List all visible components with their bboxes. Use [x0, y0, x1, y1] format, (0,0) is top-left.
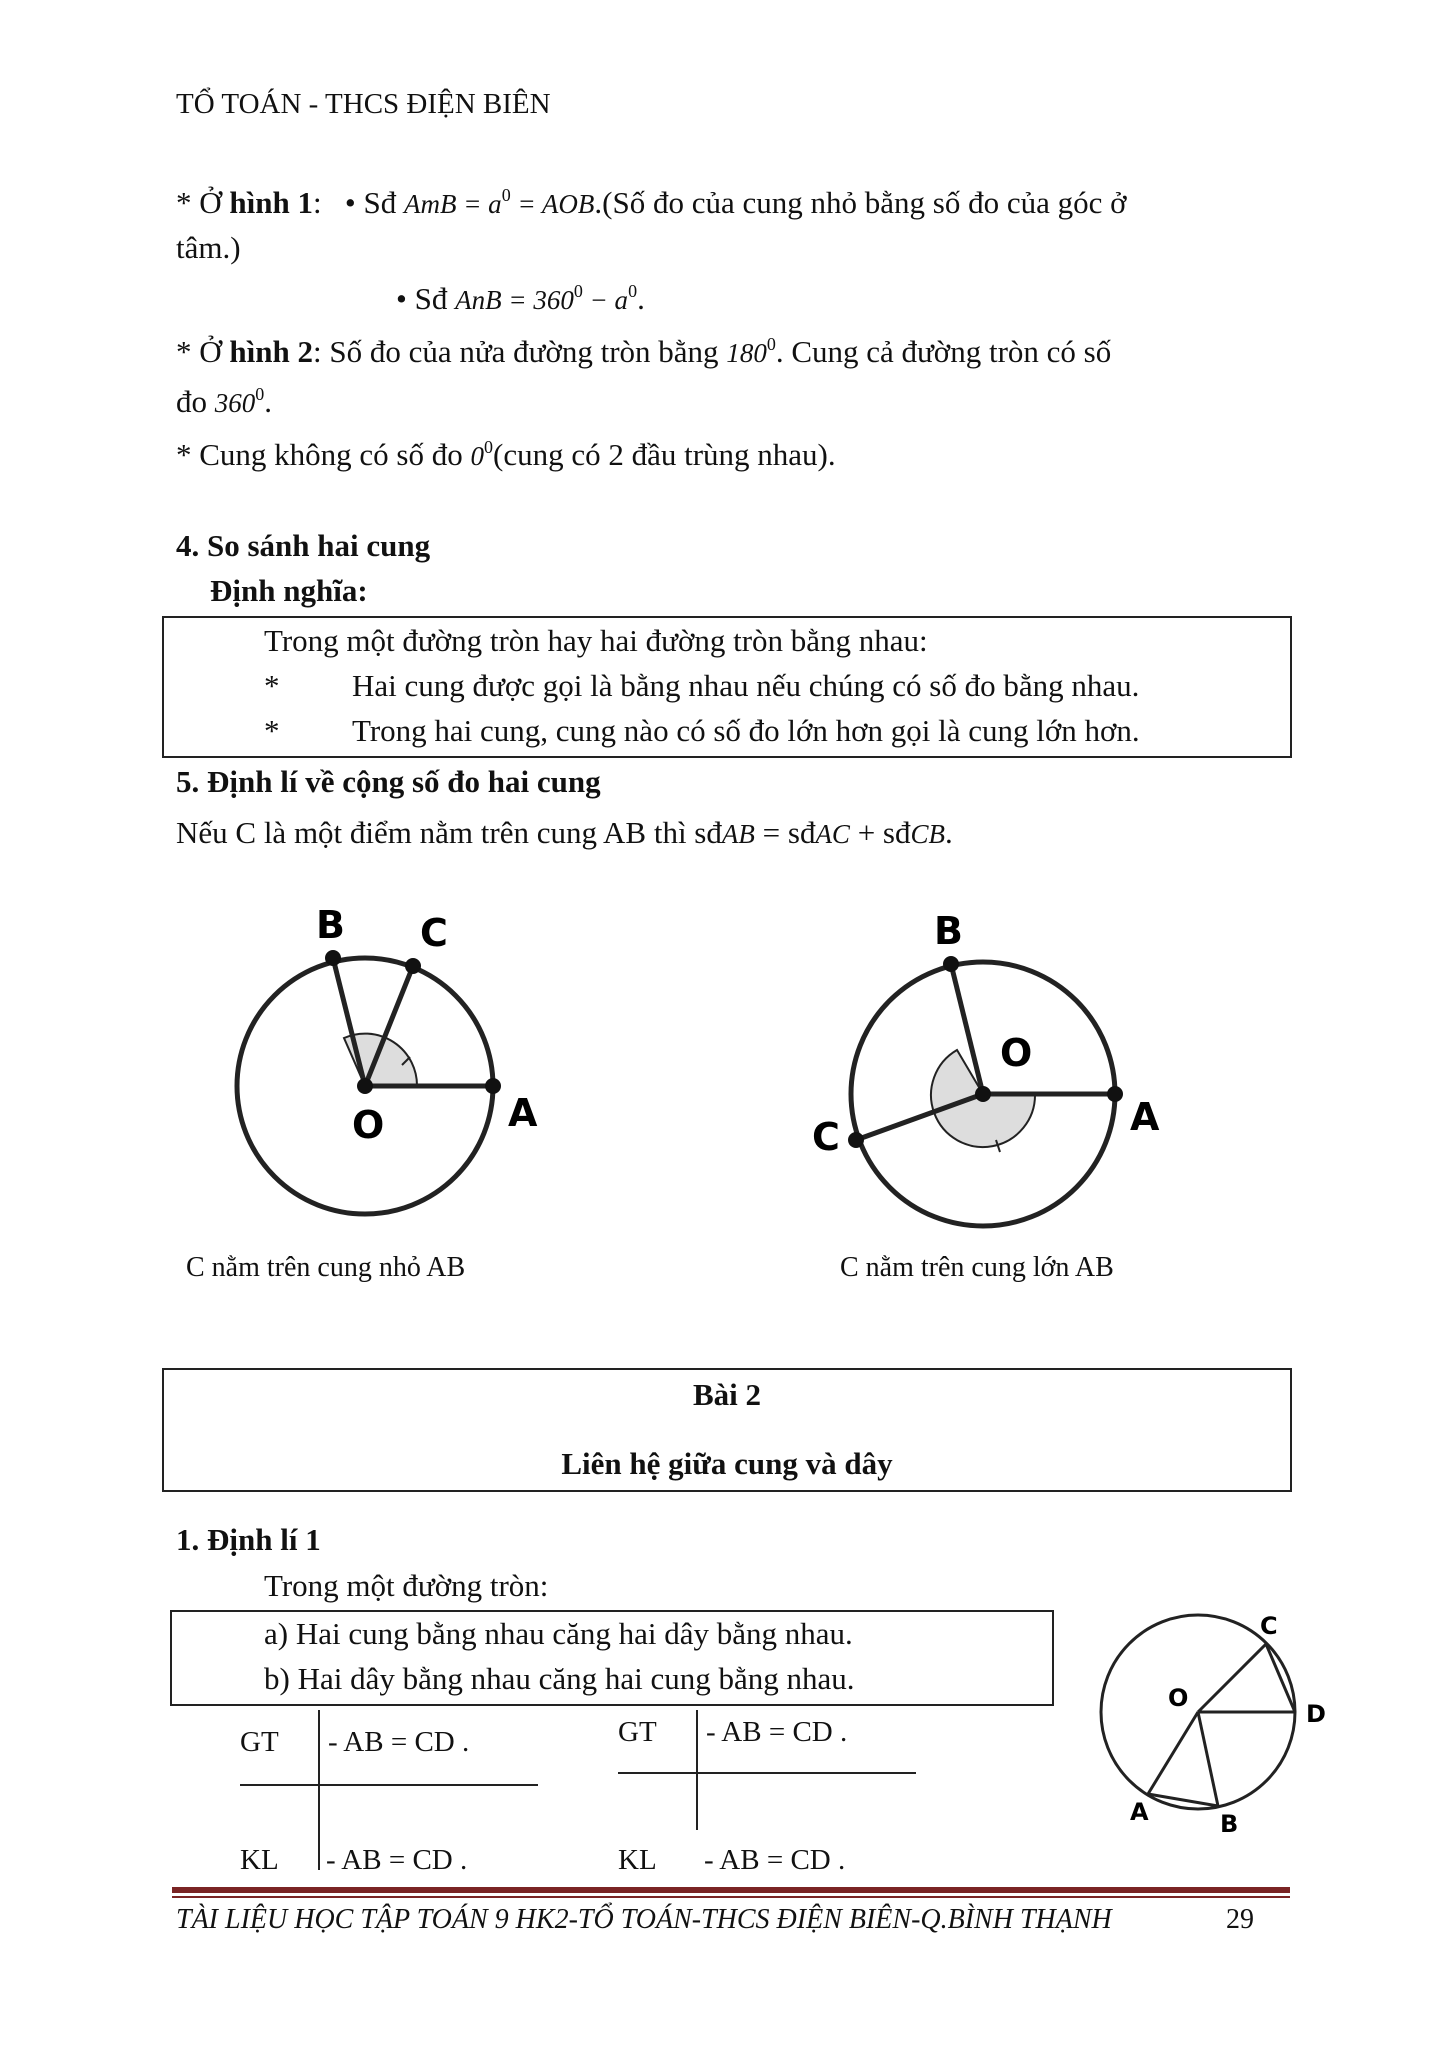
table2-horizontal-rule [618, 1772, 916, 1774]
figure3-radius-OC [1198, 1644, 1266, 1712]
figure2-point-A [1107, 1086, 1123, 1102]
figure1-point-A [485, 1078, 501, 1094]
lesson-subtitle: Liên hệ giữa cung và dây [561, 1446, 893, 1481]
figure2-measure-line: * Ở hình 2: Số đo của nửa đường tròn bằng $180^0$. Cung cả đường tròn có số [176, 334, 1112, 369]
figure3-label-B: B [1220, 1810, 1239, 1838]
theorem1-heading: 1. Định lí 1 [176, 1522, 321, 1557]
section4-heading: 4. So sánh hai cung [176, 528, 431, 563]
theorem1-part-b: b) Hai dây bằng nhau căng hai cung bằng nhau. [264, 1661, 855, 1696]
figure2-major-arc-diagram [790, 890, 1170, 1230]
figure1-label-B: B [316, 903, 345, 947]
table1-gt-value: - AB = CD . [328, 1726, 470, 1758]
figure3-label-D: D [1306, 1700, 1326, 1728]
theorem1-part-a: a) Hai cung bằng nhau căng hai dây bằng nhau. [264, 1616, 853, 1651]
theorem1-intro: Trong một đường tròn: [264, 1568, 549, 1603]
table1-gt-label: GT [240, 1726, 279, 1758]
figure2-label-A: A [1130, 1095, 1160, 1139]
figure1-measure-line-cont: tâm.) [176, 230, 241, 265]
page-header: TỔ TOÁN - THCS ĐIỆN BIÊN [176, 88, 551, 120]
table2-kl-label: KL [618, 1844, 657, 1876]
definition-intro: Trong một đường tròn hay hai đường tròn bằng nhau: [264, 623, 928, 658]
definition-equal-arcs: Hai cung được gọi là bằng nhau nếu chúng có số đo bằng nhau. [352, 668, 1140, 703]
figure1-point-O [357, 1078, 373, 1094]
table1-horizontal-rule [240, 1784, 538, 1786]
figure1-label-C: C [420, 911, 448, 955]
figure3-chord-diagram [1080, 1594, 1350, 1844]
lesson-number: Bài 2 [692, 1377, 762, 1412]
figure1-label-O: O [352, 1103, 385, 1147]
table1-vertical-rule [318, 1710, 320, 1870]
figure1-point-B [325, 950, 341, 966]
figure3-label-C: C [1260, 1612, 1278, 1640]
figure3-label-O: O [1168, 1684, 1189, 1712]
table2-kl-value: - AB = CD . [704, 1844, 846, 1876]
arc-addition-statement: Nếu C là một điểm nằm trên cung AB thì sđAB = sđAC + sđCB. [176, 815, 953, 850]
major-arc-measure-line: • Sđ AnB = $360^0 - a^0$. [396, 281, 645, 316]
figure1-minor-arc-diagram [220, 890, 540, 1230]
figure2-point-O [975, 1086, 991, 1102]
footer-rule-thin [172, 1896, 1290, 1898]
figure2-label-B: B [934, 909, 963, 953]
table2-gt-value: - AB = CD . [706, 1716, 848, 1748]
figure3-radius-OA [1148, 1712, 1198, 1794]
definition-label: Định nghĩa: [210, 573, 368, 608]
definition-bullet-star: * [264, 668, 280, 703]
footer-rule-thick [172, 1887, 1290, 1893]
zero-arc-line: * Cung không có số đo $0^0(cung$ có 2 đầu trùng nhau). [176, 437, 836, 472]
table1-kl-value: - AB = CD . [326, 1844, 468, 1876]
table2-vertical-rule [696, 1710, 698, 1830]
table2-gt-label: GT [618, 1716, 657, 1748]
figure1-point-C [405, 958, 421, 974]
figure1-measure-line: * Ở hình 1: • Sđ AmB = $a^0$ = AOB.(Số đo của cung nhỏ bằng số đo của góc ở [176, 185, 1127, 220]
footer-text: TÀI LIỆU HỌC TẬP TOÁN 9 HK2-TỔ TOÁN-THCS ĐIỆN BIÊN-Q.BÌNH THẠNH [176, 1904, 1112, 1935]
page-number: 29 [1226, 1904, 1254, 1935]
figure1-radius-OB [333, 958, 365, 1086]
figure2-caption: C nằm trên cung lớn AB [840, 1252, 1114, 1283]
figure2-point-C [848, 1132, 864, 1148]
figure3-label-A: A [1130, 1798, 1149, 1826]
figure1-caption: C nằm trên cung nhỏ AB [186, 1252, 466, 1283]
figure2-label-C: C [812, 1115, 840, 1159]
table1-kl-label: KL [240, 1844, 279, 1876]
figure2-label-O: O [1000, 1031, 1033, 1075]
definition-greater-arcs: Trong hai cung, cung nào có số đo lớn hơn gọi là cung lớn hơn. [352, 713, 1140, 748]
figure2-measure-line-cont: đo $360^0$. [176, 384, 272, 419]
definition-bullet-star: * [264, 713, 280, 748]
section5-heading: 5. Định lí về cộng số đo hai cung [176, 764, 601, 799]
figure1-label-A: A [508, 1091, 538, 1135]
figure3-chord-CD [1266, 1644, 1295, 1712]
figure2-point-B [943, 956, 959, 972]
figure3-radius-OB [1198, 1712, 1218, 1806]
